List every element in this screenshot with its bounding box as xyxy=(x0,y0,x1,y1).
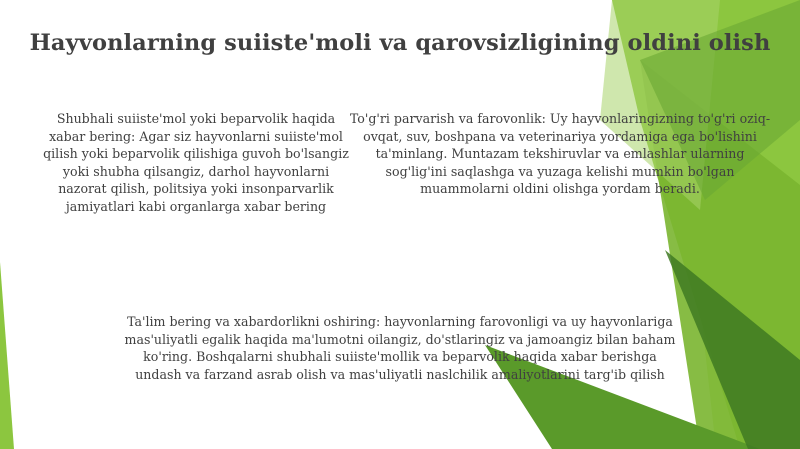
educate-paragraph: Ta'lim bering va xabardorlikni oshiring: hayvonlarning farovonligi va uy hayvonlariga mas'uliyatli egalik haqida ma'lumotni oilangiz, do'stlaringiz va jamoangiz bilan baham ko'ring. Boshqalarni shubhali suiiste'mollik va beparvolik haqida xabar berishga undash va farzand asrab olish va mas'uliyatli naslchilik amaliyotlarini targ'ib qilish xyxy=(124,314,676,382)
care-paragraph: To'g'ri parvarish va farovonlik: Uy hayvonlaringizning to'g'ri oziq-ovqat, suv, boshpana va veterinariya yordamiga ega bo'lishini ta'minlang. Muntazam tekshiruvlar va emlashlar ularning sog'lig'ini saqlashga va yuzaga kelishi mumkin bo'lgan muammolarni oldini olishga yordam beradi. xyxy=(349,111,771,197)
slide-title: Hayvonlarning suiiste'moli va qarovsizligining oldini olish xyxy=(29,30,771,56)
left-edge-shape xyxy=(0,262,14,449)
report-paragraph: Shubhali suiiste'mol yoki beparvolik haqida xabar bering: Agar siz hayvonlarni suiiste'mol qilish yoki beparvolik qilishiga guvoh bo'lsangiz yoki shubha qilsangiz, darhol hayvonlarni nazorat qilish, politsiya yoki insonparvarlik jamiyatlari kabi organlarga xabar bering xyxy=(43,111,349,214)
